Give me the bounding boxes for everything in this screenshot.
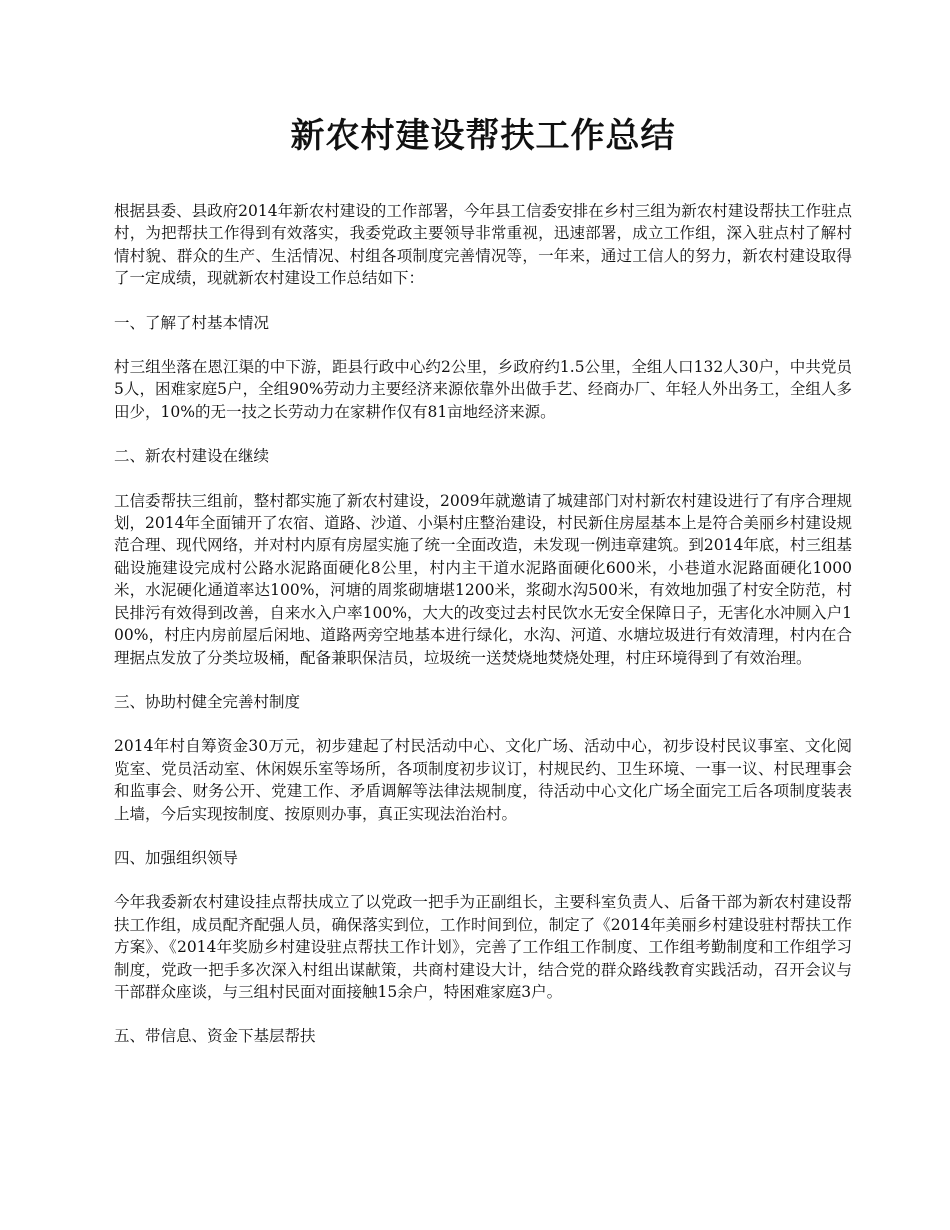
section-5-heading: 五、带信息、资金下基层帮扶 (114, 1027, 316, 1046)
document-page (114, 112, 852, 1070)
section-1-heading: 一、了解了村基本情况 (114, 313, 270, 332)
section-2-heading: 二、新农村建设在继续 (114, 447, 270, 466)
intro-paragraph: 根据县委、县政府2014年新农村建设的工作部署，今年县工信委安排在乡村三组为新农村建设帮扶工作驻点村，为把帮扶工作得到有效落实，我委党政主要领导非常重视，迅速部署，成立工作组，深入驻点村了解村情村貌、群众的生产、生活情况、村组各项制度完善情况等，一年来，通过工信人的努力，新农村建设取得了一定成绩，现就新农村建设工作总结如下： (114, 202, 852, 288)
section-1-body: 村三组坐落在恩江渠的中下游，距县行政中心约2公里，乡政府约1.5公里，全组人口132人30户，中共党员5人，困难家庭5户，全组90%劳动力主要经济来源依靠外出做手艺、经商办厂、年轻人外出务工，全组人多田少，10%的无一技之长劳动力在家耕作仅有81亩地经济来源。 (114, 358, 852, 421)
section-3-body: 2014年村自筹资金30万元，初步建起了村民活动中心、文化广场、活动中心，初步设村民议事室、文化阅览室、党员活动室、休闲娱乐室等场所，各项制度初步议订，村规民约、卫生环境、一事一议、村民理事会和监事会、财务公开、党建工作、矛盾调解等法律法规制度，待活动中心文化广场全面完工后各项制度装表上墙，今后实现按制度、按原则办事，真正实现法治治村。 (114, 737, 852, 823)
section-4-body: 今年我委新农村建设挂点帮扶成立了以党政一把手为正副组长，主要科室负责人、后备干部为新农村建设帮扶工作组，成员配齐配强人员，确保落实到位，工作时间到位，制定了《2014年美丽乡村建设驻村帮扶工作方案》、《2014年奖励乡村建设驻点帮扶工作计划》，完善了工作组工作制度、工作组考勤制度和工作组学习制度，党政一把手多次深入村组出谋献策，共商村建设大计，结合党的群众路线教育实践活动，召开会议与干部群众座谈，与三组村民面对面接触15余户，特困难家庭3户。 (114, 893, 852, 1001)
document-title: 新农村建设帮扶工作总结 (290, 116, 676, 156)
section-3-heading: 三、协助村健全完善村制度 (114, 692, 301, 711)
section-2-body: 工信委帮扶三组前，整村都实施了新农村建设，2009年就邀请了城建部门对村新农村建设进行了有序合理规划，2014年全面铺开了农宿、道路、沙道、小渠村庄整治建设，村民新住房屋基本上是符合美丽乡村建设规范合理、现代网络，并对村内原有房屋实施了统一全面改造，未发现一例违章建筑。到2014年底，村三组基础设施建设完成村公路水泥路面硬化8公里，村内主干道水泥路面硬化600米，小巷道水泥路面硬化1000米，水泥硬化通道率达100%，河塘的周浆砌塘堪1200米，浆砌水沟500米，有效地加强了村安全防范，村民排污有效得到改善，自来水入户率100%，大大的改变过去村民饮水无安全保障日子，无害化水冲厕入户100%，村庄内房前屋后闲地、道路两旁空地基本进行绿化，水沟、河道、水塘垃圾进行有效清理，村内在合理据点发放了分类垃圾桶，配备兼职保洁员，垃圾统一送焚烧地焚烧处理，村庄环境得到了有效治理。 (114, 491, 852, 667)
section-4-heading: 四、加强组织领导 (114, 848, 239, 867)
